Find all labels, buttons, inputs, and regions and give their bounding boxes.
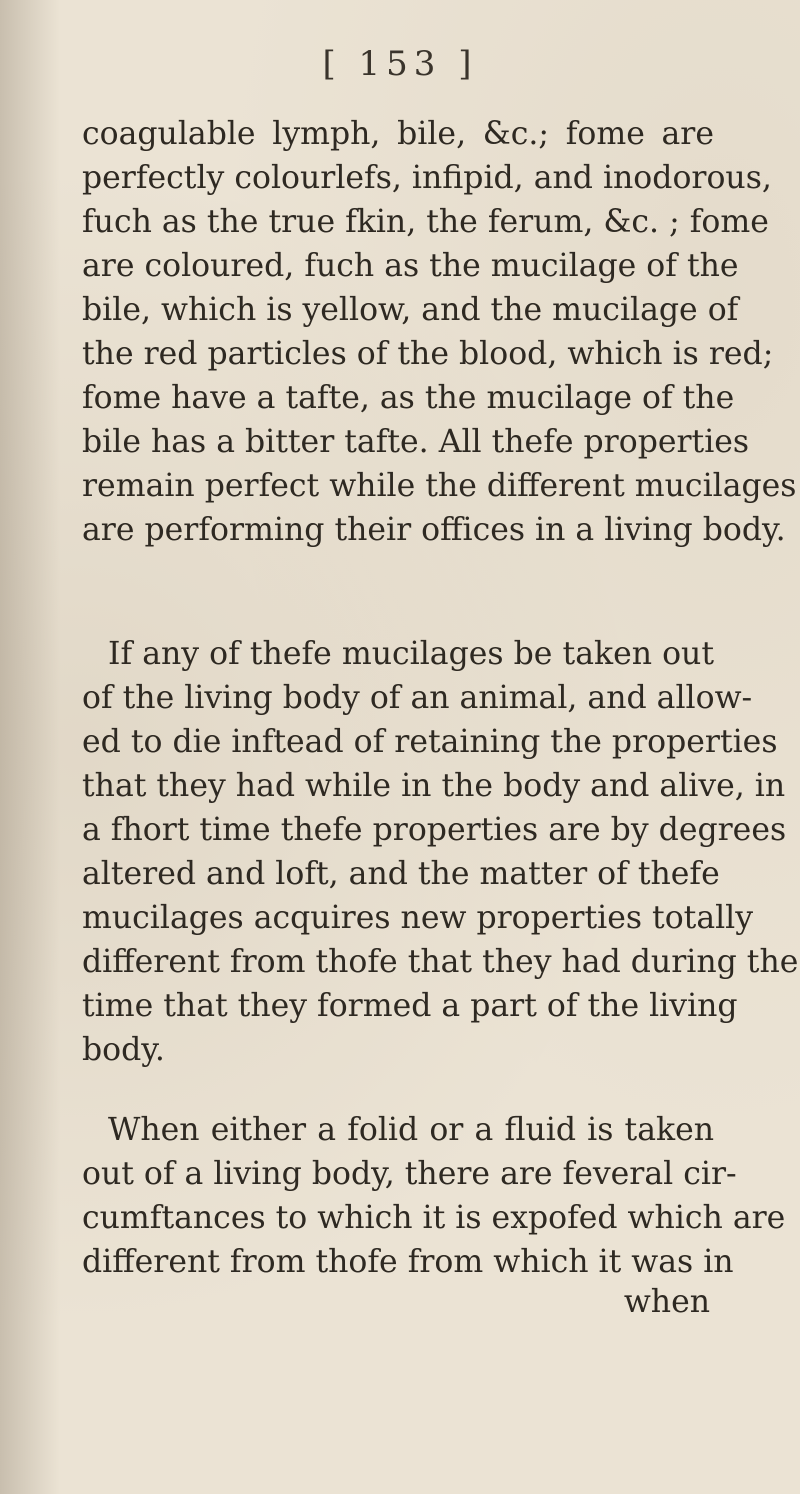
page-number-header: [ 153 ] bbox=[322, 44, 478, 84]
paragraph-2 bbox=[82, 632, 799, 1072]
text-line: cumftances to which it is expofed which are bbox=[82, 1200, 786, 1236]
text-line: fuch as the true fkin, the ferum, &c. ; fome bbox=[82, 204, 769, 240]
text-line: that they had while in the body and alive, in bbox=[82, 768, 786, 804]
text-line: coagulable lymph, bile, &c.; fome are bbox=[82, 116, 714, 152]
text-line: time that they formed a part of the living bbox=[82, 988, 738, 1024]
text-line: a fhort time thefe properties are by degrees bbox=[82, 812, 787, 848]
text-line: mucilages acquires new properties totally bbox=[82, 900, 754, 936]
text-line: different from thofe that they had during the bbox=[82, 944, 799, 980]
text-line: bile, which is yellow, and the mucilage of bbox=[82, 292, 739, 328]
page-gutter-shadow bbox=[0, 0, 60, 1494]
text-line: When either a folid or a fluid is taken bbox=[108, 1112, 714, 1148]
text-line: ed to die inftead of retaining the properties bbox=[82, 724, 778, 760]
text-line: If any of thefe mucilages be taken out bbox=[108, 636, 714, 672]
text-line: are coloured, fuch as the mucilage of the bbox=[82, 248, 739, 284]
paragraph-1 bbox=[82, 112, 797, 552]
text-line: bile has a bitter tafte. All thefe properties bbox=[82, 424, 750, 460]
text-line: altered and loft, and the matter of thefe bbox=[82, 856, 720, 892]
text-line: different from thofe from which it was in bbox=[82, 1244, 734, 1280]
text-line: out of a living body, there are feveral cir- bbox=[82, 1156, 737, 1192]
text-line: perfectly colourlefs, infipid, and inodorous, bbox=[82, 160, 772, 196]
text-line: are performing their offices in a living body. bbox=[82, 512, 786, 548]
text-line: the red particles of the blood, which is red; bbox=[82, 336, 774, 372]
catchword: when bbox=[623, 1284, 710, 1320]
text-line: body. bbox=[82, 1032, 165, 1068]
text-line: remain perfect while the different mucilages bbox=[82, 468, 797, 504]
text-line: of the living body of an animal, and allow- bbox=[82, 680, 753, 716]
paragraph-3 bbox=[82, 1108, 786, 1284]
text-line: fome have a tafte, as the mucilage of the bbox=[82, 380, 735, 416]
